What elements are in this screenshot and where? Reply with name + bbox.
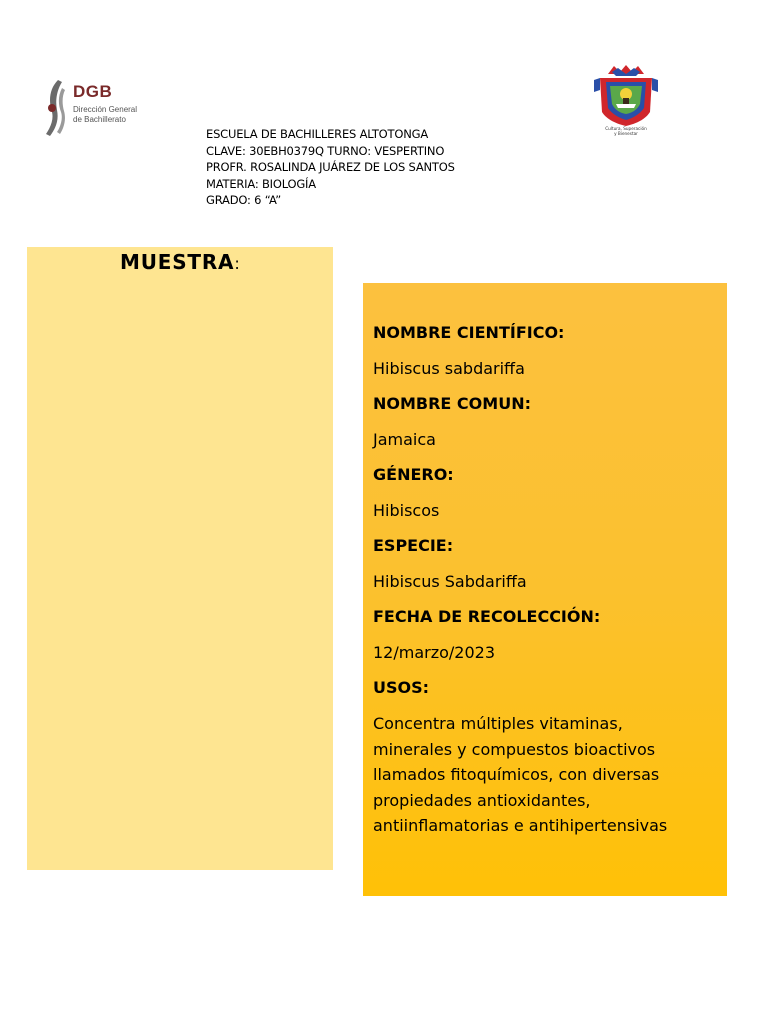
- dgb-subtitle: [73, 105, 153, 125]
- dgb-subtitle-line1: Dirección General: [73, 105, 138, 114]
- genus-label: GÉNERO:: [373, 465, 454, 484]
- grade: GRADO: 6 “A”: [206, 193, 281, 207]
- muestra-panel: [27, 247, 333, 870]
- crest-caption-line1: Cultura, Superación: [605, 126, 647, 131]
- collection-date-value: 12/marzo/2023: [373, 643, 496, 662]
- dgb-logo: [44, 78, 144, 138]
- info-panel: [363, 283, 727, 896]
- school-clave: CLAVE: 30EBH0379Q TURNO: VESPERTINO: [206, 143, 445, 158]
- school-crest-icon: [590, 64, 662, 138]
- school-crest: [590, 64, 662, 138]
- crest-caption-line2: y Bienestar: [614, 131, 638, 136]
- collection-date-label: FECHA DE RECOLECCIÓN:: [373, 607, 601, 626]
- uses-line: Concentra múltiples vitaminas,: [373, 714, 623, 733]
- species-label: ESPECIE:: [373, 536, 454, 555]
- scientific-name-value: Hibiscus sabdariffa: [373, 359, 525, 378]
- common-name-value: Jamaica: [373, 430, 436, 449]
- subject: MATERIA: BIOLOGÍA: [206, 176, 316, 191]
- muestra-title-colon: :: [234, 254, 241, 273]
- uses-line: llamados fitoquímicos, con diversas: [373, 765, 660, 784]
- uses-line: antiinflamatorias e antihipertensivas: [373, 816, 668, 835]
- uses-line: minerales y compuestos bioactivos: [373, 739, 656, 759]
- dgb-subtitle-line2: de Bachillerato: [73, 115, 126, 124]
- uses-label: USOS:: [373, 678, 430, 697]
- genus-value: Hibiscos: [373, 501, 440, 520]
- school-header: [206, 126, 455, 209]
- uses-text: [373, 711, 718, 839]
- species-value: Hibiscus Sabdariffa: [373, 572, 527, 591]
- common-name-label: NOMBRE COMUN:: [373, 394, 531, 413]
- muestra-title-text: MUESTRA: [120, 250, 235, 274]
- info-content: [373, 323, 718, 839]
- muestra-title: [120, 250, 241, 274]
- dgb-abbrev: DGB: [73, 82, 113, 101]
- dgb-emblem-icon: [44, 78, 70, 138]
- teacher-name: PROFR. ROSALINDA JUÁREZ DE LOS SANTOS: [206, 160, 455, 174]
- school-name: ESCUELA DE BACHILLERES ALTOTONGA: [206, 127, 428, 141]
- uses-line: propiedades antioxidantes,: [373, 790, 591, 810]
- scientific-name-label: NOMBRE CIENTÍFICO:: [373, 323, 565, 342]
